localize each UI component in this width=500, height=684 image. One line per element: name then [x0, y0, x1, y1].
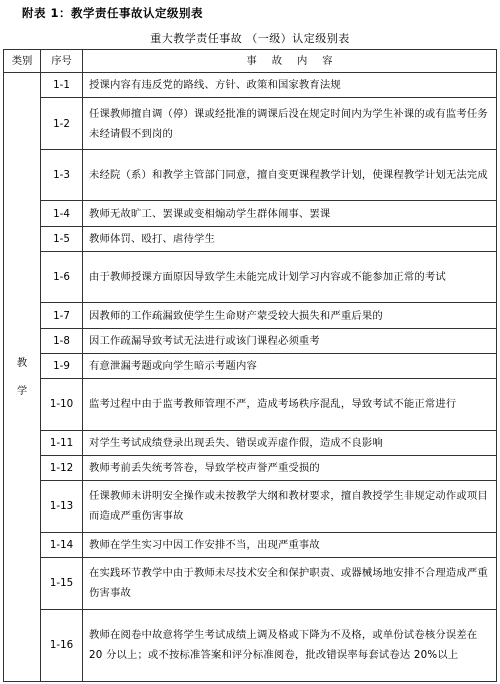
row-number: 1-11: [41, 430, 83, 455]
header-number: 序号: [41, 50, 83, 73]
table-row: [4, 303, 497, 328]
row-number: 1-12: [41, 455, 83, 480]
category-cell: [4, 73, 41, 682]
table-row: [4, 379, 497, 431]
table-row: [4, 430, 497, 455]
row-description: 对学生考试成绩登录出现丢失、错误或弄虚作假，造成不良影响: [83, 430, 497, 455]
row-number: 1-1: [41, 73, 83, 98]
table-row: [4, 455, 497, 480]
row-description: 因教师的工作疏漏致使学生生命财产蒙受较大损失和严重后果的: [83, 303, 497, 328]
table-row: [4, 481, 497, 533]
row-number: 1-9: [41, 353, 83, 378]
category-char: 学: [16, 385, 28, 397]
table-row: [4, 609, 497, 681]
table-row: [4, 328, 497, 353]
row-number: 1-7: [41, 303, 83, 328]
table-row: [4, 149, 497, 201]
row-number: 1-2: [41, 98, 83, 150]
table-row: [4, 353, 497, 378]
header-category: 类别: [4, 50, 41, 73]
row-number: 1-14: [41, 532, 83, 557]
row-description: 教师体罚、殴打、虐待学生: [83, 226, 497, 251]
table-row: [4, 226, 497, 251]
row-description: 任课教师擅自调（停）课或经批准的调课后没在规定时间内为学生补课的或有监考任务未经请假不到岗的: [83, 98, 497, 150]
table-row: [4, 98, 497, 150]
table-header-row: [4, 50, 497, 73]
table-title: 重大教学责任事故 （一级）认定级别表: [150, 32, 350, 45]
table-row: [4, 73, 497, 98]
table-row: [4, 532, 497, 557]
row-number: 1-8: [41, 328, 83, 353]
category-char: 教: [16, 357, 28, 369]
row-description: 未经院（系）和教学主管部门同意，擅自变更课程教学计划，使课程教学计划无法完成: [83, 149, 497, 201]
row-number: 1-4: [41, 201, 83, 226]
row-description: 在实践环节教学中由于教师未尽技术安全和保护职责、或器械场地安排不合理造成严重伤害事故: [83, 558, 497, 610]
row-number: 1-16: [41, 609, 83, 681]
table-row: [4, 558, 497, 610]
row-number: 1-13: [41, 481, 83, 533]
table-row: [4, 201, 497, 226]
incident-level-table: [3, 49, 497, 682]
row-number: 1-3: [41, 149, 83, 201]
row-number: 1-5: [41, 226, 83, 251]
row-description: 由于教师授课方面原因导致学生未能完成计划学习内容或不能参加正常的考试: [83, 251, 497, 303]
row-number: 1-10: [41, 379, 83, 431]
row-number: 1-6: [41, 251, 83, 303]
appendix-title: 附表 1：教学责任事故认定级别表: [22, 6, 204, 20]
row-description: 因工作疏漏导致考试无法进行或该门课程必须重考: [83, 328, 497, 353]
row-description: 授课内容有违反党的路线、方针、政策和国家教育法规: [83, 73, 497, 98]
row-description: 教师考前丢失统考答卷，导致学校声誉严重受损的: [83, 455, 497, 480]
table-row: [4, 251, 497, 303]
header-content: 事故内容: [83, 50, 497, 73]
row-description: 监考过程中由于监考教师管理不严，造成考场秩序混乱，导致考试不能正常进行: [83, 379, 497, 431]
row-description: 教师在学生实习中因工作安排不当，出现严重事故: [83, 532, 497, 557]
row-description: 教师无故旷工、罢课或变相煽动学生群体闹事、罢课: [83, 201, 497, 226]
row-description: 有意泄漏考题或向学生暗示考题内容: [83, 353, 497, 378]
row-number: 1-15: [41, 558, 83, 610]
row-description: 教师在阅卷中故意将学生考试成绩上调及格或下降为不及格，或单份试卷核分误差在 20 分以上；或不按标准答案和评分标准阅卷，批改错误率每套试卷达 20%以上: [83, 609, 497, 681]
row-description: 任课教师未讲明安全操作或未按教学大纲和教材要求，擅自教授学生非规定动作或项目而造成严重伤害事故: [83, 481, 497, 533]
